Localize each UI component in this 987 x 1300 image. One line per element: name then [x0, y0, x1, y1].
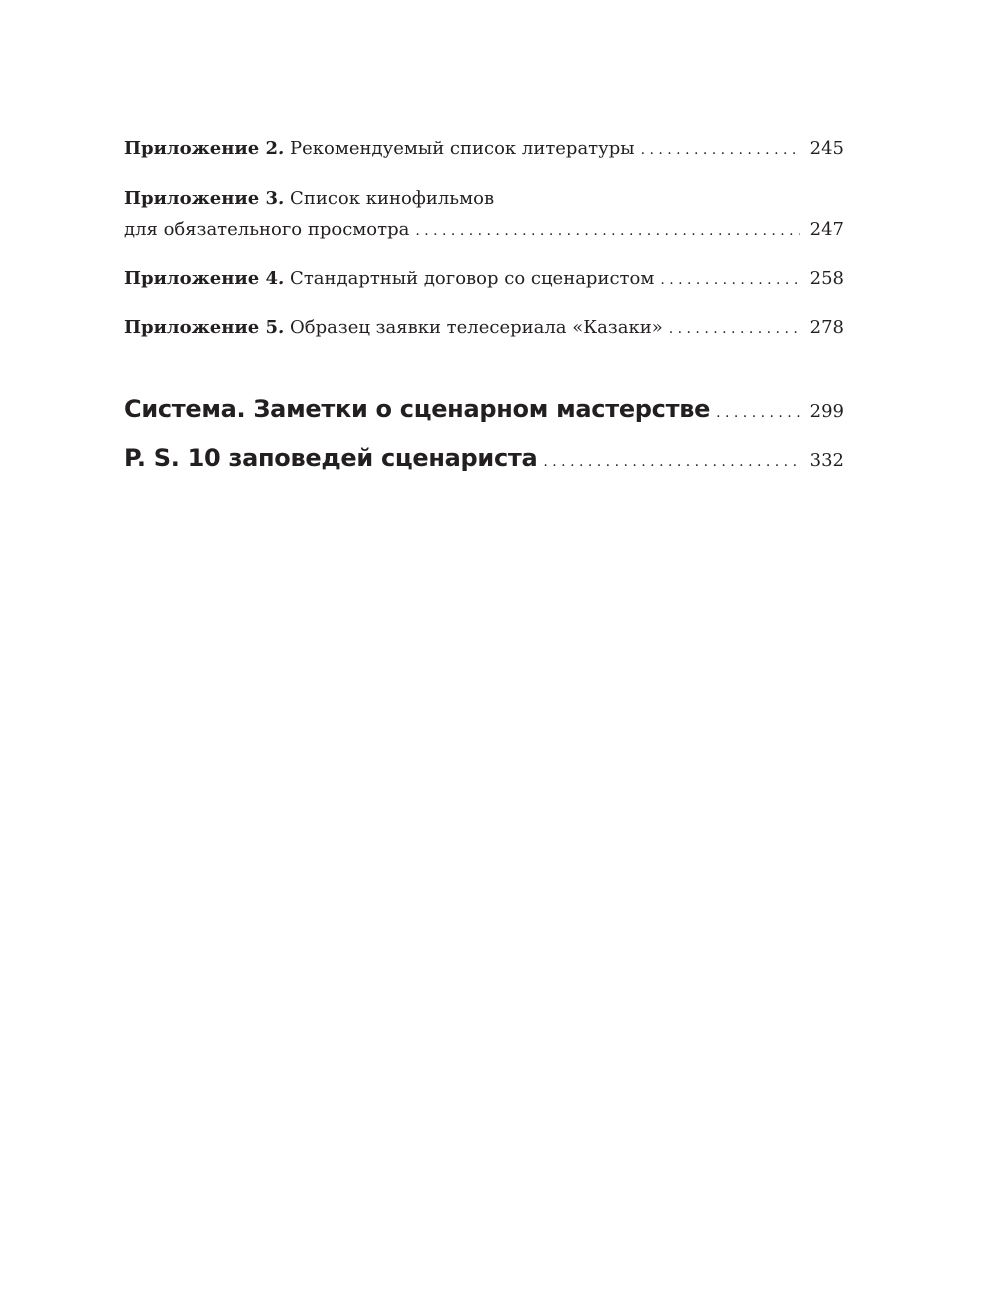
appendix-label: Приложение 5: [124, 317, 279, 338]
section-title: Система. Заметки о сценарном мастерстве: [124, 395, 711, 423]
toc-entry-section-system[interactable]: [124, 394, 844, 428]
appendix-title: Стандартный договор со сценаристом: [290, 268, 655, 289]
page-number: 245: [809, 138, 844, 159]
appendix-label: Приложение 2: [124, 138, 279, 159]
toc-entry-title: [124, 267, 654, 291]
appendix-label-dot: .: [278, 188, 285, 209]
page-number: 258: [809, 268, 844, 289]
toc-entry-appendix-4[interactable]: [124, 267, 844, 292]
page-number: 278: [809, 317, 844, 338]
appendix-label: Приложение 3: [124, 188, 279, 209]
toc-entry-appendix-3-line-2[interactable]: [124, 218, 844, 243]
appendix-title-line-1: Список кинофильмов: [290, 188, 495, 209]
toc-entry-title: [124, 316, 663, 340]
section-title: P. S. 10 заповедей сценариста: [124, 444, 538, 472]
dot-leader: [660, 267, 799, 292]
toc-entry-section-ps[interactable]: [124, 443, 844, 477]
page-number: 299: [809, 401, 844, 422]
dot-leader: [716, 394, 800, 428]
table-of-contents: [124, 0, 844, 1300]
appendix-label: Приложение 4: [124, 268, 279, 289]
toc-entry-title: [124, 137, 635, 161]
toc-entry-appendix-5[interactable]: [124, 316, 844, 341]
appendix-title: Рекомендуемый список литературы: [290, 138, 635, 159]
page-number: 332: [809, 450, 844, 471]
page-number: 247: [809, 219, 844, 240]
appendix-title-line-2: для обязательного просмотра: [124, 219, 410, 240]
toc-entry-appendix-3-line-1[interactable]: [124, 187, 494, 211]
appendix-label-dot: .: [278, 317, 285, 338]
appendix-label-dot: .: [278, 138, 285, 159]
dot-leader: [415, 218, 799, 243]
toc-entry-appendix-2[interactable]: [124, 137, 844, 162]
dot-leader: [669, 316, 800, 341]
appendix-label-dot: .: [278, 268, 285, 289]
dot-leader: [641, 137, 800, 162]
dot-leader: [543, 443, 799, 477]
appendix-title: Образец заявки телесериала «Казаки»: [290, 317, 663, 338]
